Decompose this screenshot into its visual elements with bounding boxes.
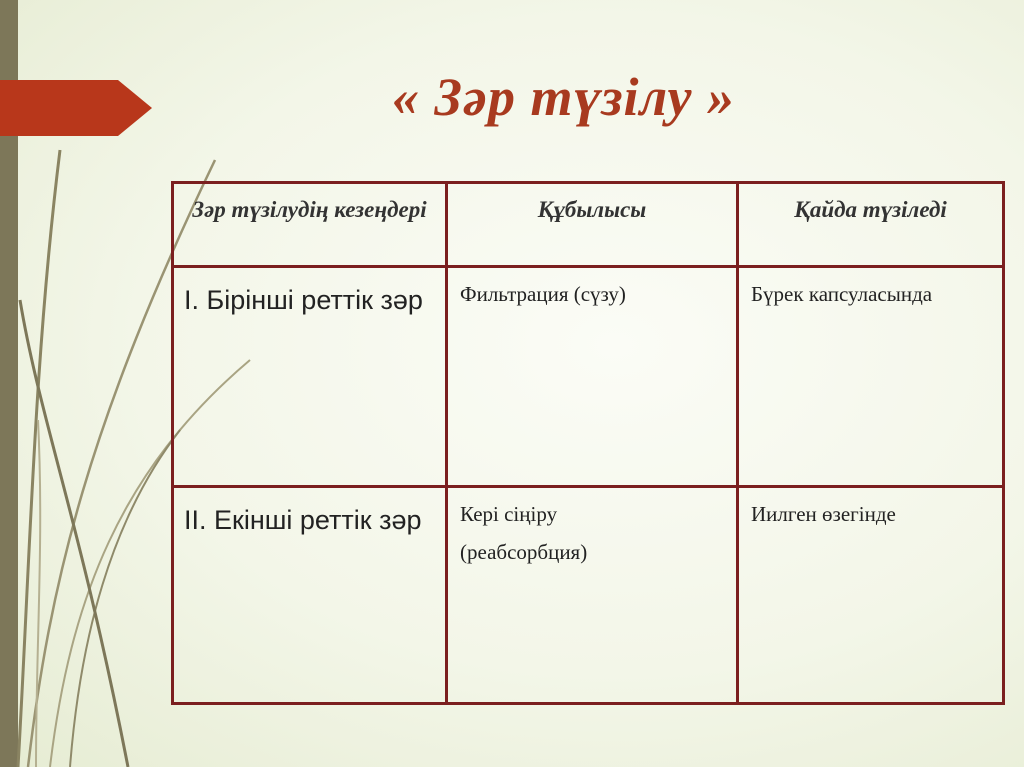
location-text: Иилген өзегінде [751, 502, 896, 526]
phenomenon-text [448, 488, 736, 568]
page-title: « Зәр түзілу » [392, 67, 735, 127]
location-text: Бүрек капсуласында [751, 282, 933, 306]
stage-cell [173, 487, 447, 704]
phenomenon-cell [447, 487, 738, 704]
phenomenon-cell [447, 267, 738, 487]
stages-table [171, 181, 1005, 705]
phenomenon-line-2: (реабсорбция) [460, 540, 588, 564]
stage-cell [173, 267, 447, 487]
table-row [173, 267, 1004, 487]
header-location: Қайда түзіледі [738, 183, 1004, 267]
stage-label: II. Екінші реттік зәр [184, 505, 422, 535]
location-cell [738, 487, 1004, 704]
header-phenomenon: Құбылысы [447, 183, 738, 267]
red-arrow-shape [0, 80, 152, 136]
phenomenon-text: Фильтрация (сүзу) [460, 282, 626, 306]
table-header-row [173, 183, 1004, 267]
table-row [173, 487, 1004, 704]
phenomenon-line-1: Кері сіңіру [460, 502, 558, 526]
header-stages: Зәр түзілудің кезеңдері [173, 183, 447, 267]
stage-label: I. Бірінші реттік зәр [184, 285, 423, 315]
location-cell [738, 267, 1004, 487]
